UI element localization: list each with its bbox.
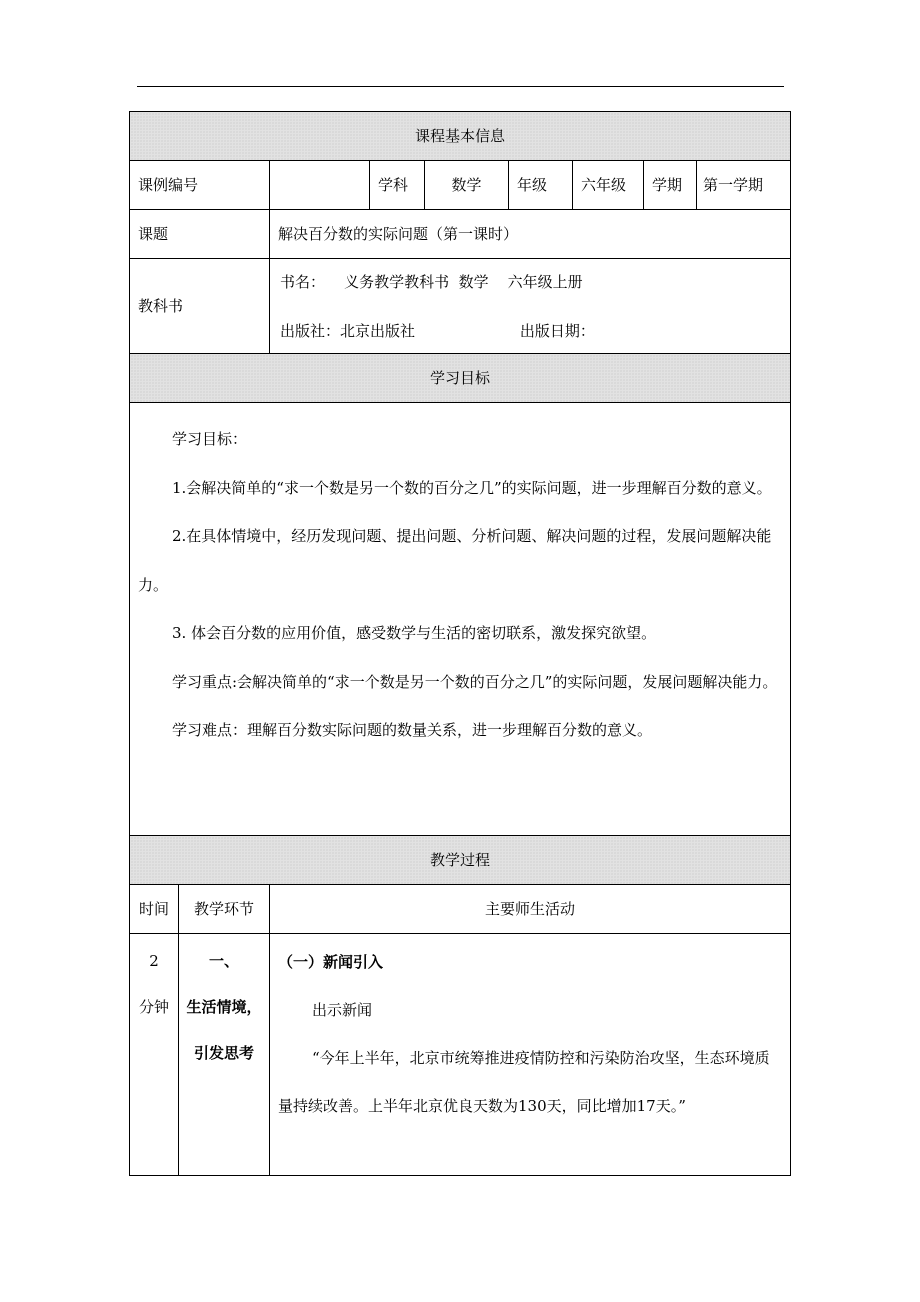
grade-value: 六年级 xyxy=(573,161,644,210)
goal-item-2: 2.在具体情境中，经历发现问题、提出问题、分析问题、解决问题的过程，发展问题解决能力。 xyxy=(138,527,772,594)
term-value: 第一学期 xyxy=(697,161,791,210)
activity-quote: “今年上半年，北京市统筹推进疫情防控和污染防治攻坚，生态环境质量持续改善。上半年北京优良天数为130天，同比增加17天。” xyxy=(278,1049,770,1115)
segment-line-1: 生活情境， xyxy=(186,998,262,1016)
process-header: 教学过程 xyxy=(130,836,791,885)
subject-value: 数学 xyxy=(425,161,509,210)
goals-body xyxy=(130,403,791,836)
goal-item-1: 1.会解决简单的“求一个数是另一个数的百分之几”的实际问题，进一步理解百分数的意义。 xyxy=(172,478,772,497)
goal-item-3: 3. 体会百分数的应用价值，感受数学与生活的密切联系，激发探究欲望。 xyxy=(172,624,657,642)
activity-line-1: 出示新闻 xyxy=(312,1001,373,1019)
lesson-plan-table xyxy=(129,111,791,1176)
time-unit: 分钟 xyxy=(138,998,169,1016)
textbook-info xyxy=(270,259,791,354)
time-number: 2 xyxy=(149,952,159,970)
textbook-title-line: 书名： 义务教学教科书 数学 六年级上册 xyxy=(280,273,583,291)
col-activity-header: 主要师生活动 xyxy=(270,885,791,934)
col-time-header: 时间 xyxy=(130,885,179,934)
textbook-label: 教科书 xyxy=(130,259,270,354)
goals-header: 学习目标 xyxy=(130,354,791,403)
col-segment-header: 教学环节 xyxy=(179,885,270,934)
term-label: 学期 xyxy=(644,161,697,210)
key-point: 学习重点:会解决简单的“求一个数是另一个数的百分之几”的实际问题，发展问题解决能力。 xyxy=(172,672,778,691)
textbook-publisher-line: 出版社：北京出版社 出版日期： xyxy=(280,322,595,340)
difficult-point: 学习难点：理解百分数实际问题的数量关系，进一步理解百分数的意义。 xyxy=(172,721,653,739)
topic-value: 解决百分数的实际问题（第一课时） xyxy=(270,210,791,259)
case-number-label: 课例编号 xyxy=(130,161,270,210)
activity-heading: （一）新闻引入 xyxy=(278,953,384,971)
case-number-value xyxy=(270,161,370,210)
segment-cell xyxy=(179,934,270,1176)
topic-label: 课题 xyxy=(130,210,270,259)
segment-line-2: 引发思考 xyxy=(193,1044,254,1062)
subject-label: 学科 xyxy=(370,161,425,210)
activity-cell xyxy=(270,934,791,1176)
time-cell xyxy=(130,934,179,1176)
segment-number: 一、 xyxy=(208,952,239,970)
header-rule xyxy=(137,86,784,87)
goals-intro: 学习目标： xyxy=(172,430,248,448)
course-info-header: 课程基本信息 xyxy=(130,112,791,161)
grade-label: 年级 xyxy=(509,161,573,210)
